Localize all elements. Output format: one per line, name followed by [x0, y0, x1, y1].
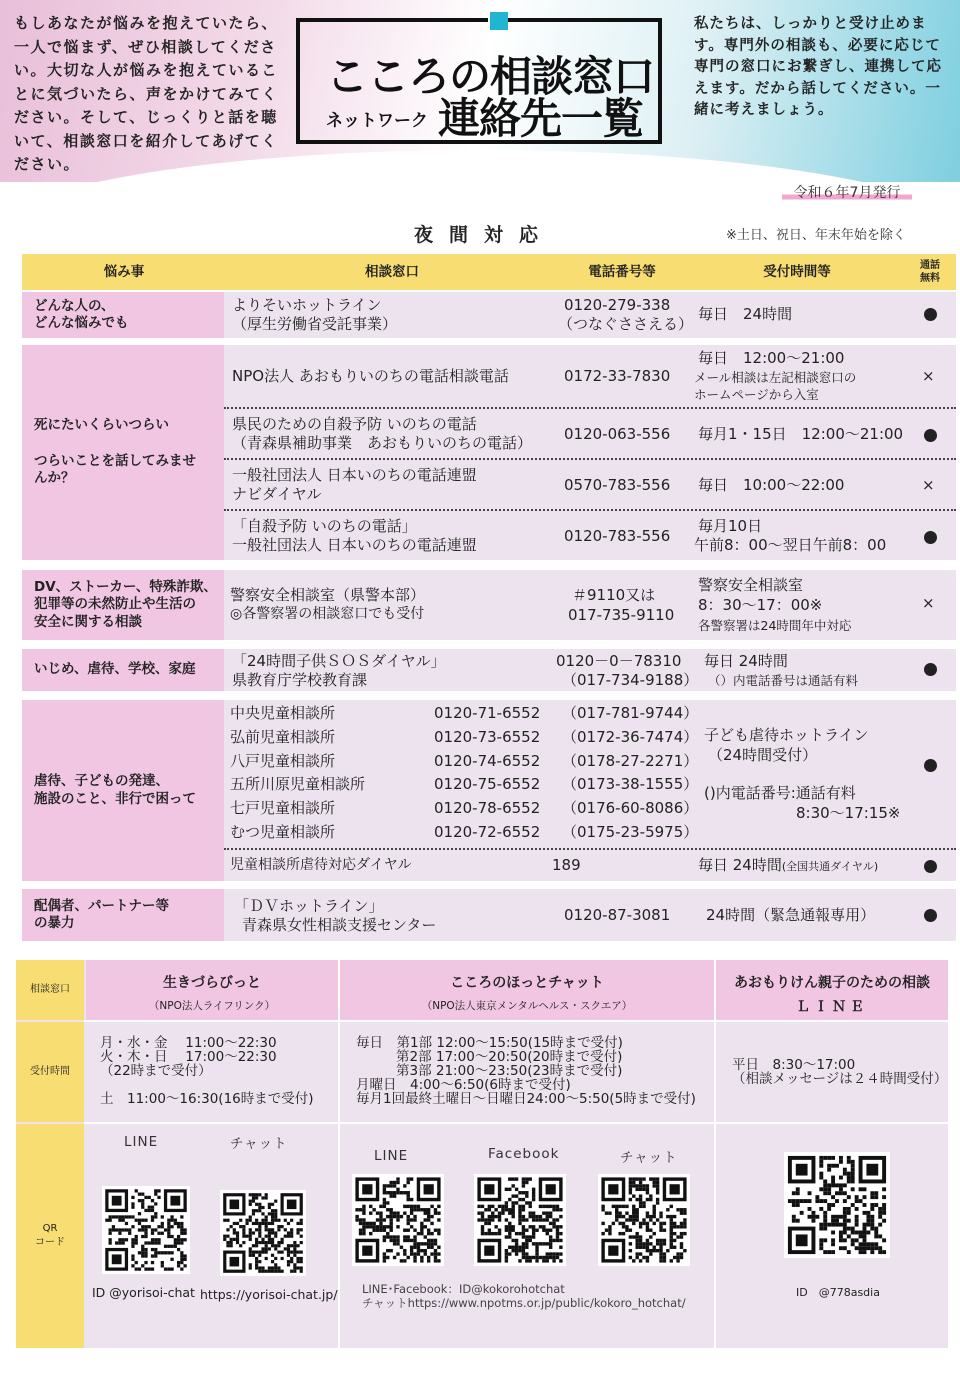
center-name: 七戸児童相談所	[230, 799, 336, 818]
free-call-dot	[924, 531, 937, 544]
center-phone-free[interactable]: 0120-73-6552	[434, 727, 541, 746]
hours-yorisoi: 毎日 24時間	[698, 305, 793, 323]
group-suicide	[22, 345, 956, 560]
window-name: 県民のための自殺予防 いのちの電話	[232, 415, 477, 433]
not-free-mark: ×	[922, 476, 935, 494]
not-free-mark: ×	[922, 594, 935, 612]
table-header	[22, 254, 956, 290]
col-header-aomori-line: あおもりけん親子のための相談 ＬＩＮＥ	[716, 960, 948, 1020]
night-section-title: 夜間対応	[414, 224, 555, 246]
center-name: 五所川原児童相談所	[230, 775, 366, 794]
qr-code-icon[interactable]	[474, 1174, 566, 1266]
window-name: 「自殺予防 いのちの電話」	[232, 517, 417, 535]
window-name: 一般社団法人 日本いのちの電話連盟	[232, 466, 477, 484]
center-name: むつ児童相談所	[230, 823, 336, 841]
category-police: DV、ストーカー、特殊詐欺、 犯罪等の未然防止や生活の 安全に関する相談	[22, 570, 224, 640]
qr-label-chat: チャット	[230, 1136, 288, 1152]
window-yorisoi: よりそいホットライン	[232, 296, 382, 314]
col-worry: 悩み事	[103, 264, 145, 280]
chat-url[interactable]: https://yorisoi-chat.jp/	[200, 1287, 338, 1302]
center-phone-paid[interactable]: （017-781-9744）	[562, 704, 699, 722]
window-yorisoi-note: （厚生労働省受託事業）	[232, 315, 398, 333]
hours-police: 8：30～17：00※	[698, 596, 823, 614]
category-anyone: どんな人の、 どんな悩みでも	[22, 292, 224, 338]
window-sos-dial-org: 県教育庁学校教育課	[232, 671, 368, 689]
row-label-hours: 受付時間	[16, 1022, 84, 1122]
hours-note: ホームページから入室	[694, 387, 819, 402]
list-item	[224, 848, 956, 881]
window-name-note: 一般社団法人 日本いのちの電話連盟	[232, 536, 477, 554]
phone-sos-dial-paid[interactable]: （017-734-9188）	[562, 671, 699, 689]
sns-consult-table	[16, 960, 948, 1348]
hotchat-id: LINE･Facebook：ID@kokorohotchat	[362, 1282, 565, 1296]
hours: 毎月10日	[698, 517, 763, 535]
free-call-dot	[924, 429, 937, 442]
free-call-dot	[924, 860, 937, 873]
free-call-dot	[924, 909, 937, 922]
hours-line: （相談メッセージは２４時間受付）	[732, 1071, 948, 1087]
hours-note: メール相談は左記相談窓口の	[694, 370, 857, 385]
row-label-qr: QR コード	[16, 1124, 84, 1348]
window-name-note: ナビダイヤル	[232, 485, 322, 503]
center-name: 中央児童相談所	[230, 704, 336, 722]
list-item	[224, 509, 956, 560]
row-label-window: 相談窓口	[16, 960, 84, 1020]
phone-189[interactable]: 189	[552, 856, 581, 874]
group-anyone	[22, 292, 956, 338]
window-name: NPO法人 あおもりいのちの電話相談電話	[232, 367, 509, 385]
free-call-dot	[924, 759, 937, 772]
title-accent-square	[490, 12, 508, 30]
phone-number[interactable]: 0120-783-556	[564, 527, 671, 545]
hours-line: 土 11:00～16:30(16時まで受付)	[100, 1091, 314, 1107]
line-id: ID @778asdia	[796, 1286, 880, 1299]
qr-label-chat: チャット	[620, 1150, 678, 1166]
hours: 午前8：00～翌日午前8：00	[694, 536, 887, 554]
window-189: 児童相談所虐待対応ダイヤル	[230, 857, 412, 873]
free-call-dot	[924, 308, 937, 321]
window-dv-org: 青森県女性相談支援センター	[242, 916, 437, 934]
list-item	[224, 345, 956, 407]
qr-label-line: LINE	[124, 1134, 159, 1150]
center-phone-paid[interactable]: （0176-60-8086）	[562, 799, 699, 818]
hours-line: 火・木・日 17:00～22:30	[100, 1049, 277, 1065]
center-phone-paid[interactable]: （0172-36-7474）	[562, 727, 699, 746]
page-title-list: 連絡先一覧	[438, 94, 644, 143]
category-suicide: 死にたいくらいつらい つらいことを話してみませ んか？	[22, 345, 224, 560]
col-free: 通話 無料	[920, 260, 940, 284]
phone-police[interactable]: 017-735-9110	[568, 606, 675, 624]
window-police-note: ◎各警察署の相談窓口でも受付	[230, 606, 425, 622]
qr-code-icon[interactable]	[784, 1152, 890, 1258]
window-police: 警察安全相談室（県警本部）	[230, 586, 426, 604]
hours-line: 第2部 17:00～20:50(20時まで受付)	[396, 1049, 623, 1065]
phone-number[interactable]: 0172-33-7830	[564, 367, 671, 385]
qr-code-icon[interactable]	[352, 1174, 444, 1266]
phone-sos-dial[interactable]: 0120－0－78310	[556, 652, 682, 670]
group-police	[22, 570, 956, 640]
center-name: 弘前児童相談所	[230, 727, 336, 746]
qr-code-icon[interactable]	[598, 1174, 690, 1266]
phone-dv[interactable]: 0120-87-3081	[564, 906, 671, 924]
col-header-hotchat: こころのほっとチャット （NPO法人東京メンタルヘルス・スクエア）	[340, 960, 714, 1020]
phone-number[interactable]: 0570-783-556	[564, 476, 671, 494]
phone-yorisoi-reading: （つなぐささえる）	[558, 315, 694, 333]
center-phone-paid[interactable]: （0178-27-2271）	[562, 751, 699, 770]
center-phone-free[interactable]: 0120-78-6552	[434, 799, 541, 818]
free-call-dot	[924, 663, 937, 676]
center-phone-free[interactable]: 0120-72-6552	[434, 823, 541, 841]
col-hours: 受付時間等	[763, 264, 831, 280]
not-free-mark: ×	[922, 367, 935, 385]
hours: 毎月1・15日 12:00～21:00	[698, 425, 904, 443]
window-name-note: （青森県補助事業 あおもりいのちの電話）	[232, 434, 533, 452]
hours-line: 毎日 第1部 12:00～15:50(15時まで受付)	[356, 1035, 623, 1051]
col-header-ikizurabit: 生きづらびっと （NPO法人ライフリンク）	[86, 960, 338, 1020]
list-item	[224, 458, 956, 509]
hours-189: 毎日 24時間(全国共通ダイヤル)	[698, 856, 879, 874]
group-dv	[22, 889, 956, 941]
hours-police-title: 警察安全相談室	[698, 576, 804, 594]
center-phone-paid[interactable]: （0175-23-5975）	[562, 823, 699, 841]
list-item	[224, 407, 956, 458]
center-phone-free[interactable]: 0120-71-6552	[434, 704, 541, 722]
qr-label-facebook: Facebook	[488, 1146, 560, 1162]
hours-line: （22時まで受付）	[100, 1063, 212, 1079]
center-phone-free[interactable]: 0120-74-6552	[434, 751, 541, 770]
hours-line: 第3部 21:00～23:50(23時まで受付)	[396, 1063, 623, 1079]
hours-child-title: 子ども虐待ホットライン	[704, 726, 869, 744]
hours-child-sub: （24時間受付）	[708, 746, 818, 764]
hours-sos-dial: 毎日 24時間	[704, 652, 788, 670]
center-name: 八戸児童相談所	[230, 751, 336, 770]
hours-child: 8:30～17:15※	[796, 804, 901, 822]
col-phone: 電話番号等	[588, 264, 656, 280]
qr-code-icon[interactable]	[102, 1186, 190, 1274]
hours-sos-dial-note: （）内電話番号は通話有料	[708, 673, 859, 688]
hours-line: 月曜日 4:00～6:50(6時まで受付)	[356, 1077, 571, 1093]
category-dv: 配偶者、パートナー等 の暴力	[22, 889, 224, 941]
phone-number[interactable]: 0120-063-556	[564, 425, 671, 443]
group-school	[22, 649, 956, 691]
hotchat-url[interactable]: チャットhttps://www.npotms.or.jp/public/kokoro_hotchat/	[362, 1296, 686, 1310]
intro-left-text: もしあなたが悩みを抱えていたら、一人で悩まず、ぜひ相談してください。大切な人が悩みを抱えていることに気づいたら、声をかけてみてください。そして、じっくりと話を聴いて、相談窓口を紹介してあげてください。	[14, 14, 279, 173]
col-window: 相談窓口	[365, 264, 419, 280]
hours: 毎日 10:00～22:00	[698, 476, 845, 494]
window-sos-dial: 「24時間子供ＳＯＳダイヤル」	[232, 652, 446, 670]
intro-right-text: 私たちは、しっかりと受け止めます。専門外の相談も、必要に応じて専門の窓口にお繋ぎし、連携して応えます。だから話してください。一緒に考えましょう。	[694, 16, 942, 118]
group-child	[22, 700, 956, 881]
issue-date: 令和６年7月発行	[782, 182, 912, 202]
center-phone-free[interactable]: 0120-75-6552	[434, 775, 541, 794]
hours-child-note: ()内電話番号:通話有料	[704, 784, 856, 802]
hours-line: 月・水・金 11:00～22:30	[100, 1035, 277, 1051]
page-title: こころの相談窓口	[326, 52, 655, 101]
center-phone-paid[interactable]: （0173-38-1555）	[562, 775, 699, 794]
qr-code-icon[interactable]	[220, 1190, 306, 1276]
phone-police-short[interactable]: ＃9110又は	[572, 586, 656, 604]
category-child: 虐待、子どもの発達、 施設のこと、非行で困って	[22, 700, 224, 881]
hours-line: 毎月1回最終土曜日～日曜日24:00～5:50(5時まで受付)	[356, 1091, 696, 1107]
night-section-note: ※土日、祝日、年末年始を除く	[726, 228, 906, 243]
line-id: ID @yorisoi-chat	[92, 1285, 195, 1300]
phone-yorisoi[interactable]: 0120-279-338	[564, 296, 671, 314]
hours-police-note: 各警察署は24時間年中対応	[698, 618, 852, 633]
qr-label-line: LINE	[374, 1148, 409, 1164]
hours: 毎日 12:00～21:00	[698, 349, 845, 367]
hours-line: 平日 8:30～17:00	[732, 1057, 856, 1073]
window-dv: 「ＤＶホットライン」	[234, 897, 384, 915]
page-subtitle-network: ネットワーク	[326, 111, 428, 131]
hours-dv: 24時間（緊急通報専用）	[706, 906, 876, 924]
category-school: いじめ、虐待、学校、家庭	[22, 649, 224, 691]
